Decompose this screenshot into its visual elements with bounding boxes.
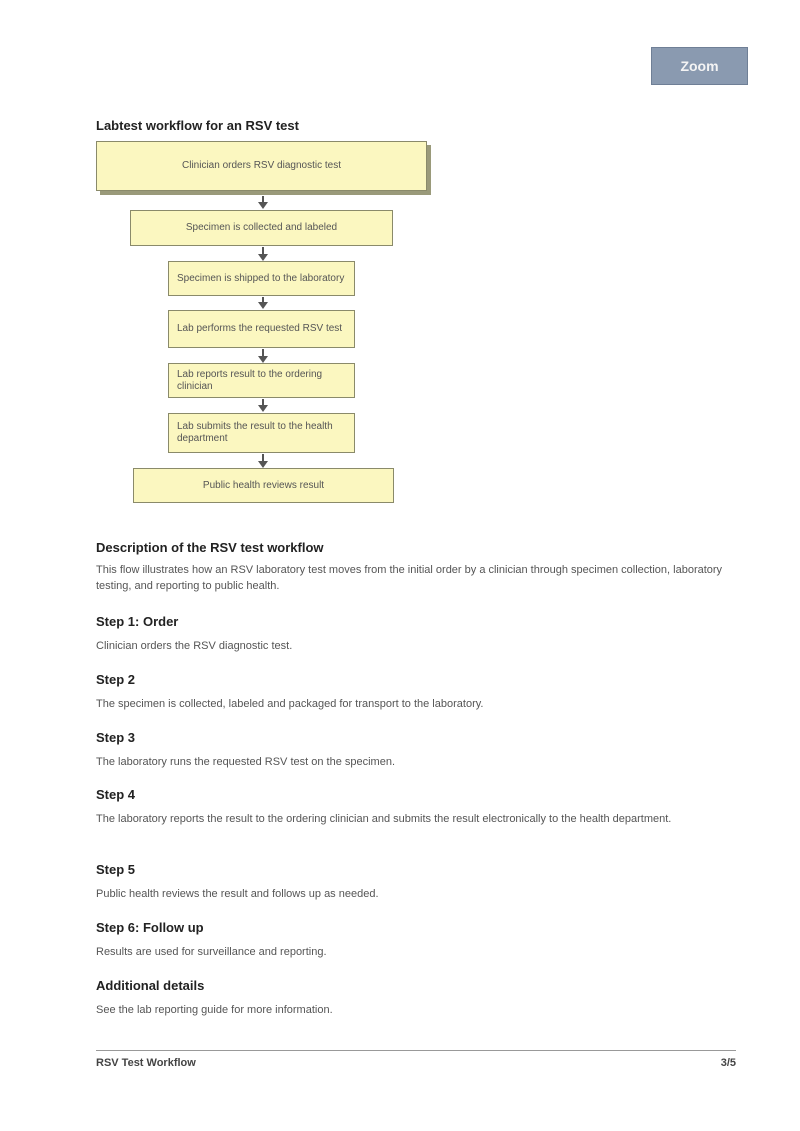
section-body: The laboratory runs the requested RSV test on the specimen. xyxy=(96,756,395,768)
section-heading: Step 5 xyxy=(96,862,136,877)
section-heading: Step 4 xyxy=(96,787,136,802)
section-body: The specimen is collected, labeled and packaged for transport to the laboratory. xyxy=(96,698,484,710)
zoom-badge[interactable]: Zoom xyxy=(651,47,748,85)
flow-step-2 xyxy=(130,210,393,246)
flow-step-4 xyxy=(168,310,355,348)
section-body: The laboratory reports the result to the ordering clinician and submits the result electronically to the health department. xyxy=(96,813,672,825)
section-heading: Step 3 xyxy=(96,730,136,745)
flow-arrow xyxy=(262,399,264,406)
flow-step-5 xyxy=(168,363,355,398)
section-heading: Step 2 xyxy=(96,672,136,687)
flow-arrow xyxy=(262,196,264,203)
flowchart-title: Labtest workflow for an RSV test xyxy=(96,118,299,133)
section-heading: Additional details xyxy=(96,978,205,993)
flow-step-label: Specimen is collected and labeled xyxy=(185,222,338,233)
section-body: This flow illustrates how an RSV laboratory test moves from the initial order by a clinician through specimen collection, laboratory testing, and reporting to public health. xyxy=(96,564,723,592)
section-body: Public health reviews the result and follows up as needed. xyxy=(96,888,379,900)
page-number: 3/5 xyxy=(720,1057,736,1069)
flow-arrow xyxy=(262,454,264,462)
flow-step-3 xyxy=(168,261,355,296)
flow-step-label: Clinician orders RSV diagnostic test xyxy=(182,160,341,171)
section-heading: Step 6: Follow up xyxy=(96,920,204,935)
flow-arrow xyxy=(262,349,264,357)
flow-arrow xyxy=(262,247,264,255)
flow-step-label: Public health reviews result xyxy=(202,479,325,491)
section-body: Clinician orders the RSV diagnostic test. xyxy=(96,640,293,652)
flow-step-label: Lab submits the result to the health department xyxy=(177,421,333,444)
section-heading: Step 1: Order xyxy=(96,614,179,629)
flow-step-7 xyxy=(133,468,394,503)
flow-step-label: Lab reports result to the ordering clinician xyxy=(177,368,323,392)
flow-step-1 xyxy=(96,141,427,191)
flow-arrow xyxy=(262,297,264,303)
section-heading: Description of the RSV test workflow xyxy=(96,540,324,555)
flow-step-6 xyxy=(168,413,355,453)
section-body: Results are used for surveillance and reporting. xyxy=(96,946,327,958)
flow-step-label: Lab performs the requested RSV test xyxy=(177,323,343,334)
footer-divider xyxy=(96,1050,736,1051)
section-body: See the lab reporting guide for more information. xyxy=(96,1004,333,1016)
flow-step-label: Specimen is shipped to the laboratory xyxy=(177,272,345,284)
footer-title: RSV Test Workflow xyxy=(96,1057,196,1069)
